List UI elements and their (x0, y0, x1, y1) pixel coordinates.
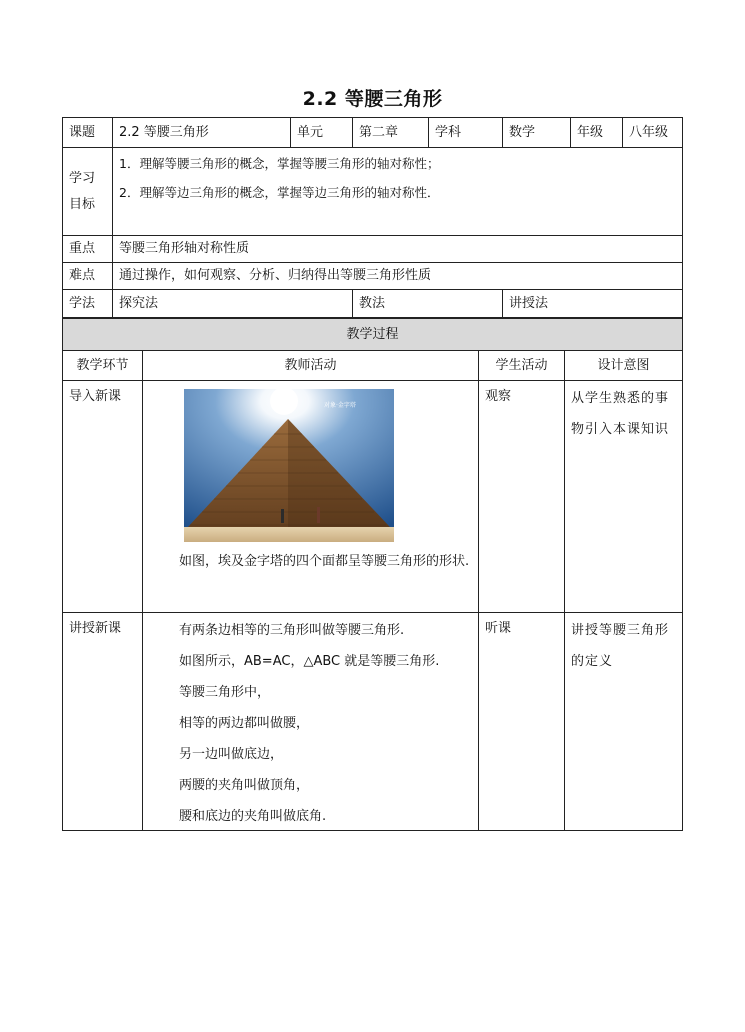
topic-row (63, 118, 683, 148)
lecture-row (63, 613, 683, 831)
lecture-line: 另一边叫做底边， (179, 747, 284, 762)
intro-caption: 如图，埃及金字塔的四个面都呈等腰三角形的形状. (179, 554, 470, 569)
teaching-process-table (62, 318, 683, 831)
design-intent-lecture: 讲授等腰三角形的定义 (565, 613, 683, 831)
student-activity-lecture: 听课 (479, 613, 565, 831)
lecture-line: 相等的两边都叫做腰， (179, 716, 310, 731)
goals-label (63, 148, 113, 236)
pyramid-photo (184, 389, 394, 542)
lesson-info-table (62, 117, 683, 318)
teaching-method-label: 教法 (353, 290, 503, 318)
key-row (63, 236, 683, 263)
unit-label: 单元 (291, 118, 353, 148)
difficulty-label: 难点 (63, 263, 113, 290)
teaching-method-value: 讲授法 (503, 290, 683, 318)
column-header: 教师活动 (143, 351, 479, 381)
subject-label: 学科 (429, 118, 503, 148)
difficulty-row (63, 263, 683, 290)
goals-label-line-1: 学习 (69, 170, 96, 186)
goal-item: 2．理解等边三角形的概念，掌握等边三角形的轴对称性． (119, 185, 440, 200)
process-heading: 教学过程 (63, 319, 683, 351)
method-row (63, 290, 683, 318)
topic-label: 课题 (63, 118, 113, 148)
process-header-row (63, 351, 683, 381)
photo-watermark: 对象·金字塔 (324, 402, 356, 409)
goal-item: 1．理解等腰三角形的概念，掌握等腰三角形的轴对称性； (119, 156, 440, 171)
teacher-activity-intro (143, 381, 479, 613)
goals-label-line-2: 目标 (69, 196, 96, 212)
grade-label: 年级 (571, 118, 623, 148)
intro-row (63, 381, 683, 613)
stage-intro: 导入新课 (63, 381, 143, 613)
column-header: 学生活动 (479, 351, 565, 381)
lecture-line: 等腰三角形中， (179, 685, 271, 700)
lecture-line: 两腰的夹角叫做顶角， (179, 778, 310, 793)
column-header: 设计意图 (565, 351, 683, 381)
goals-row (63, 148, 683, 236)
student-activity-intro: 观察 (479, 381, 565, 613)
study-method-label: 学法 (63, 290, 113, 318)
design-intent-intro: 从学生熟悉的事物引入本课知识 (565, 381, 683, 613)
unit-value: 第二章 (353, 118, 429, 148)
key-label: 重点 (63, 236, 113, 263)
document-title: 2.2 等腰三角形 (302, 88, 443, 110)
grade-value: 八年级 (623, 118, 683, 148)
process-heading-row (63, 319, 683, 351)
lecture-line: 如图所示，AB=AC，△ABC 就是等腰三角形. (179, 654, 440, 669)
topic-value: 2.2 等腰三角形 (113, 118, 291, 148)
key-value: 等腰三角形轴对称性质 (113, 236, 683, 263)
lecture-line: 腰和底边的夹角叫做底角. (179, 809, 327, 824)
teacher-activity-lecture (143, 613, 479, 831)
study-method-value: 探究法 (113, 290, 353, 318)
column-header: 教学环节 (63, 351, 143, 381)
lecture-line: 有两条边相等的三角形叫做等腰三角形. (179, 623, 405, 638)
goals-content (113, 148, 683, 236)
stage-lecture: 讲授新课 (63, 613, 143, 831)
subject-value: 数学 (503, 118, 571, 148)
difficulty-value: 通过操作，如何观察、分析、归纳得出等腰三角形性质 (113, 263, 683, 290)
